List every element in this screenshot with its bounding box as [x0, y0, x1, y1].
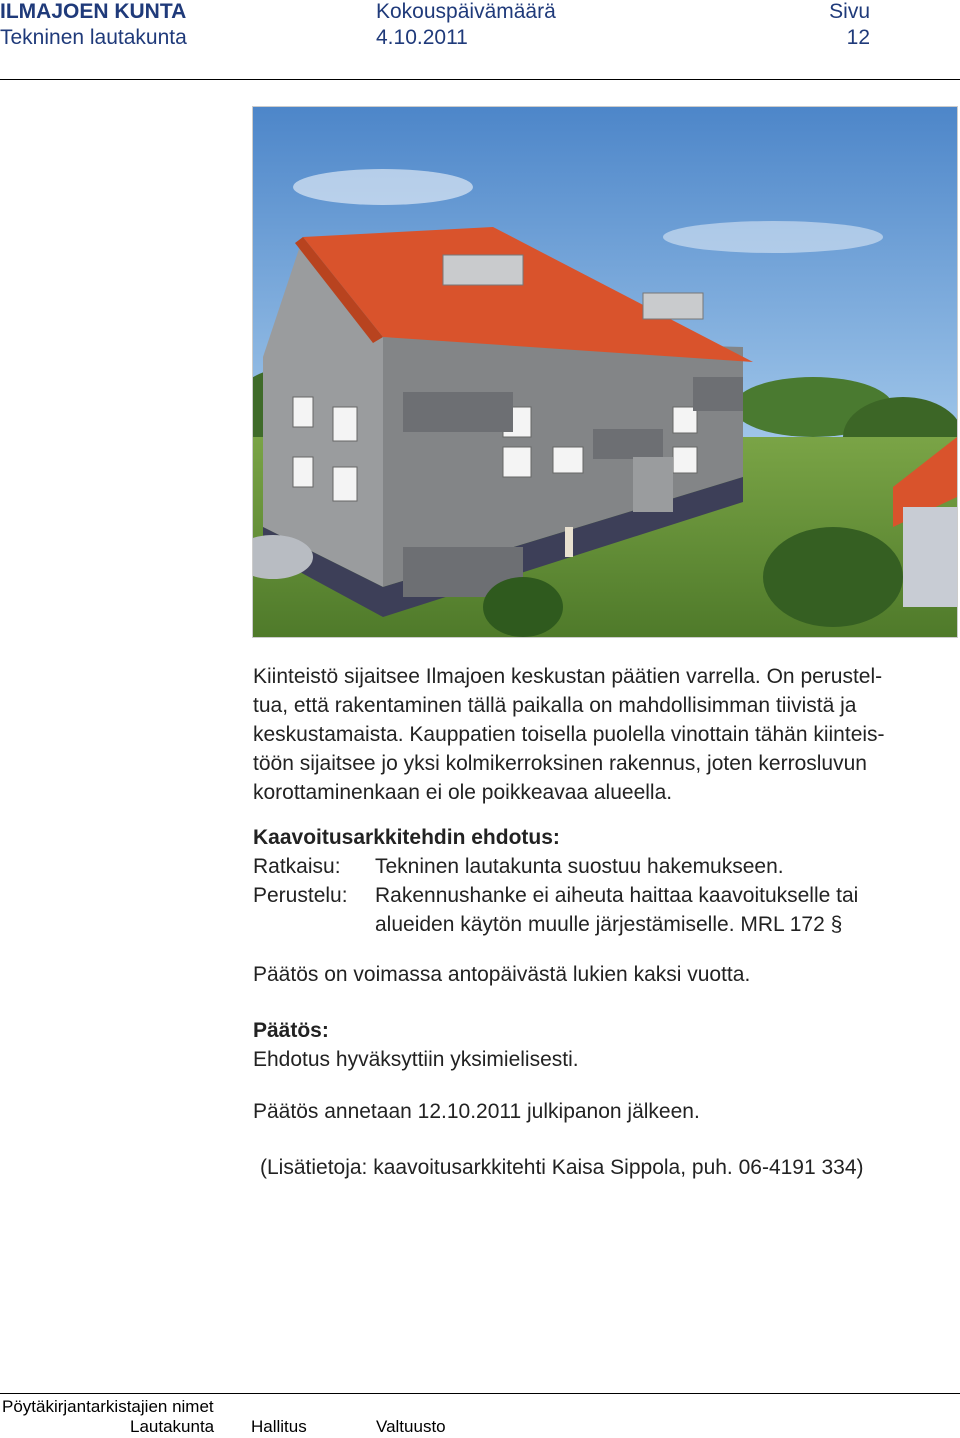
reason-row: [253, 881, 858, 910]
contact-info: (Lisätietoja: kaavoitusarkkitehti Kaisa Sippola, puh. 06-4191 334): [260, 1156, 864, 1179]
footer-divider: [0, 1393, 960, 1394]
meeting-date: 4.10.2011: [376, 26, 468, 49]
header-divider: [0, 79, 960, 80]
footer-title: Pöytäkirjantarkistajien nimet: [2, 1397, 214, 1416]
municipality-name: ILMAJOEN KUNTA: [0, 0, 187, 23]
paragraph-line: Kiinteistö sijaitsee Ilmajoen keskustan päätien varrella. On perustel-: [253, 665, 883, 688]
board-name: Tekninen lautakunta: [0, 26, 187, 49]
page-label: Sivu: [829, 0, 870, 23]
site-description: [253, 662, 957, 807]
building-render-image: [252, 106, 958, 638]
resolution-text: Ehdotus hyväksyttiin yksimielisesti.: [253, 1048, 579, 1071]
paragraph-line: tua, että rakentaminen tällä paikalla on mahdollisimman tiivistä ja: [253, 694, 857, 717]
reason-text-line1: Rakennushanke ei aiheuta haittaa kaavoitukselle tai: [375, 884, 859, 907]
decision-row: [253, 852, 784, 881]
footer-column-valtuusto: Valtuusto: [376, 1417, 446, 1436]
page-number: 12: [846, 26, 870, 49]
issue-statement: Päätös annetaan 12.10.2011 julkipanon jälkeen.: [253, 1100, 700, 1123]
decision-label: Ratkaisu:: [253, 855, 341, 878]
paragraph-line: korottaminenkaan ei ole poikkeavaa alueella.: [253, 781, 673, 804]
resolution-heading: Päätös:: [253, 1019, 329, 1042]
reason-text-line2: alueiden käytön muulle järjestämiselle. MRL 172 §: [375, 913, 843, 936]
footer-column-hallitus: Hallitus: [251, 1417, 307, 1436]
decision-text: Tekninen lautakunta suostuu hakemukseen.: [375, 855, 784, 878]
validity-statement: Päätös on voimassa antopäivästä lukien kaksi vuotta.: [253, 963, 751, 986]
paragraph-line: keskustamaista. Kauppatien toisella puolella vinottain tähän kiinteis-: [253, 723, 885, 746]
paragraph-line: töön sijaitsee jo yksi kolmikerroksinen rakennus, joten kerrosluvun: [253, 752, 867, 775]
reason-label: Perustelu:: [253, 884, 348, 907]
proposal-heading: Kaavoitusarkkitehdin ehdotus:: [253, 826, 560, 849]
meeting-date-label: Kokouspäivämäärä: [376, 0, 556, 23]
footer-column-lautakunta: Lautakunta: [130, 1417, 215, 1436]
